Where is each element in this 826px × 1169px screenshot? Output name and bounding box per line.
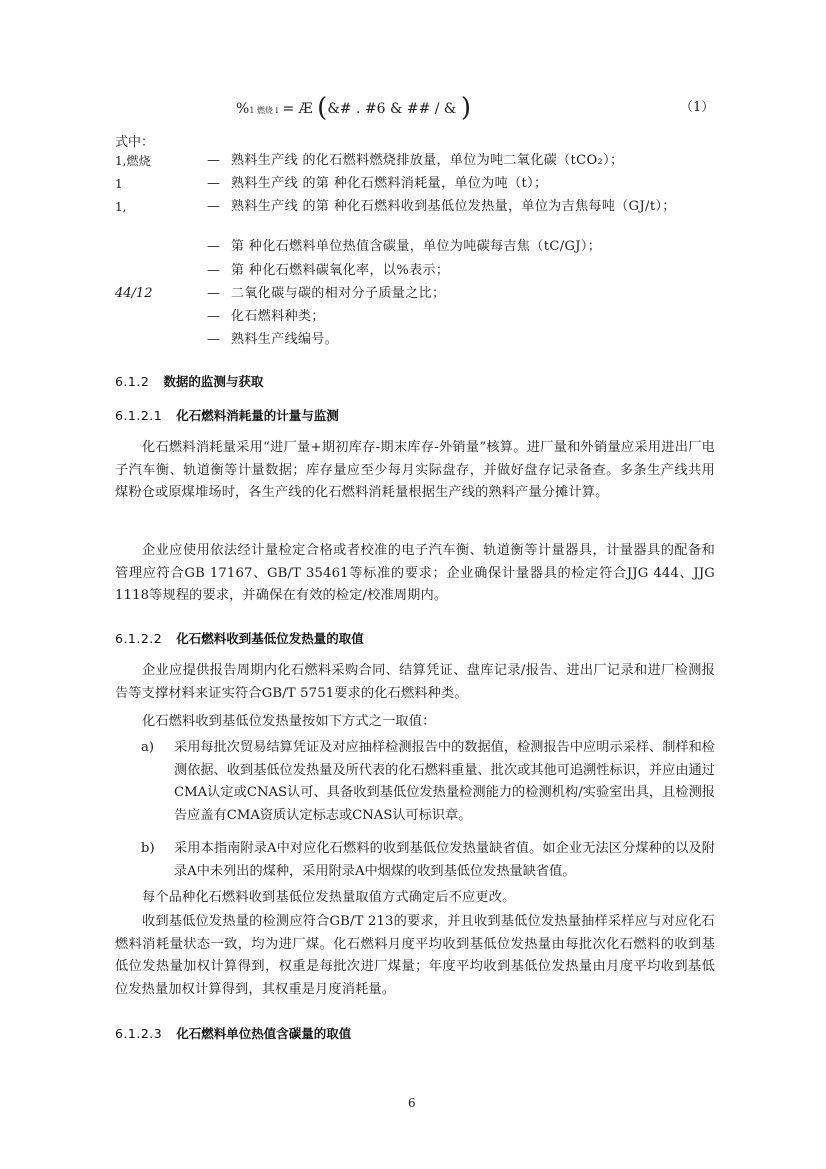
variable-description: 第 种化石燃料单位热值含碳量，单位为吨碳每吉焦（tC/GJ）； bbox=[231, 239, 602, 254]
section-number: 6.1.2.1 bbox=[115, 408, 163, 423]
list-item-text: 采用本指南附录A中对应化石燃料的收到基低位发热量缺省值。如企业无法区分煤种的以及附录A中未列出的煤种，采用附录A中烟煤的收到基低位发热量缺省值。 bbox=[174, 841, 715, 879]
equation-number: （1） bbox=[680, 100, 715, 115]
page-number: 6 bbox=[408, 1096, 416, 1110]
dash: — bbox=[207, 309, 220, 324]
formula-lhs-subscript: 1 燃烧 i bbox=[249, 106, 279, 115]
section-heading bbox=[115, 1024, 351, 1042]
section-title: 化石燃料消耗量的计量与监测 bbox=[176, 408, 339, 423]
dash: — bbox=[207, 332, 220, 347]
variable-symbol: 1, bbox=[115, 200, 127, 214]
paragraph: 每个品种化石燃料收到基低位发热量取值方式确定后不应更改。 bbox=[142, 890, 516, 905]
dash: — bbox=[207, 153, 220, 168]
formula-body: &# . #6 & ## / & bbox=[327, 101, 461, 117]
left-paren-icon: ( bbox=[317, 93, 328, 123]
right-paren-icon: ) bbox=[460, 93, 472, 123]
variable-description: 熟料生产线编号。 bbox=[231, 332, 339, 347]
list-item-text: 采用每批次贸易结算凭证及对应抽样检测报告中的数据值，检测报告中应明示采样、制样和检测依据、收到基低位发热量及所代表的化石燃料重量、批次或其他可追溯性标识，并应由通过CMA认定或CNAS认可、具备收到基低位发热量检测能力的检测机构/实验室出具，且检测报告应盖有CMA资质认定标志或CNAS认可标识章。 bbox=[174, 740, 715, 823]
paragraph: 企业应提供报告周期内化石燃料采购合同、结算凭证、盘库记录/报告、进出厂记录和进厂检测报告等支撑材料来证实符合GB/T 5751要求的化石燃料种类。 bbox=[115, 663, 715, 701]
section-number: 6.1.2 bbox=[115, 374, 150, 389]
section-heading bbox=[115, 629, 364, 647]
paragraph: 企业应使用依法经计量检定合格或者校准的电子汽车衡、轨道衡等计量器具，计量器具的配备和管理应符合GB 17167、GB/T 35461等标准的要求；企业确保计量器具的检定符合JJG 444、JJG 1118等规程的要求，并确保在有效的检定/校准周期内。 bbox=[115, 543, 715, 603]
dash: — bbox=[207, 199, 220, 214]
section-title: 化石燃料单位热值含碳量的取值 bbox=[176, 1026, 352, 1041]
section-number: 6.1.2.2 bbox=[115, 631, 163, 646]
dash: — bbox=[207, 286, 220, 301]
variable-description: 第 种化石燃料碳氧化率，以%表示； bbox=[231, 263, 450, 278]
formula-lhs: % bbox=[236, 101, 250, 117]
variable-symbol: 1 bbox=[115, 177, 123, 191]
variable-description: 熟料生产线 的第 种化石燃料收到基低位发热量，单位为吉焦每吨（GJ/t）； bbox=[231, 199, 676, 214]
variable-description: 熟料生产线 的第 种化石燃料消耗量，单位为吨（t）； bbox=[231, 176, 548, 191]
paragraph: 化石燃料消耗量采用“进厂量+期初库存-期末库存-外销量”核算。进厂量和外销量应采用进出厂电子汽车衡、轨道衡等计量数据；库存量应至少每月实际盘存，并做好盘存记录备查。多条生产线共用煤粉仓或原煤堆场时，各生产线的化石燃料消耗量根据生产线的熟料产量分摊计算。 bbox=[115, 440, 715, 500]
formula-sum: = Æ bbox=[282, 101, 313, 117]
list-marker: a) bbox=[141, 740, 155, 755]
variable-description: 化石燃料种类； bbox=[231, 309, 325, 324]
where-label: 式中： bbox=[115, 135, 155, 150]
variable-description: 二氧化碳与碳的相对分子质量之比； bbox=[231, 286, 446, 301]
list-marker: b) bbox=[141, 841, 155, 856]
dash: — bbox=[207, 176, 220, 191]
dash: — bbox=[207, 263, 220, 278]
section-heading bbox=[115, 372, 263, 390]
variable-symbol: 44/12 bbox=[115, 286, 153, 301]
variable-symbol: 1,燃烧 bbox=[115, 154, 151, 168]
paragraph: 收到基低位发热量的检测应符合GB/T 213的要求，并且收到基低位发热量抽样采样应与对应化石燃料消耗量状态一致，均为进厂煤。化石燃料月度平均收到基低位发热量由每批次化石燃料的收到基低位发热量加权计算得到，权重是每批次进厂煤量；年度平均收到基低位发热量由月度平均收到基低位发热量加权计算得到，其权重是月度消耗量。 bbox=[115, 914, 715, 997]
section-title: 化石燃料收到基低位发热量的取值 bbox=[176, 631, 364, 646]
section-title: 数据的监测与获取 bbox=[163, 374, 264, 389]
section-number: 6.1.2.3 bbox=[115, 1026, 163, 1041]
paragraph: 化石燃料收到基低位发热量按如下方式之一取值： bbox=[142, 714, 436, 729]
section-heading bbox=[115, 406, 339, 424]
variable-description: 熟料生产线 的化石燃料燃烧排放量，单位为吨二氧化碳（tCO₂）； bbox=[231, 153, 624, 168]
dash: — bbox=[207, 239, 220, 254]
equation bbox=[236, 90, 586, 123]
